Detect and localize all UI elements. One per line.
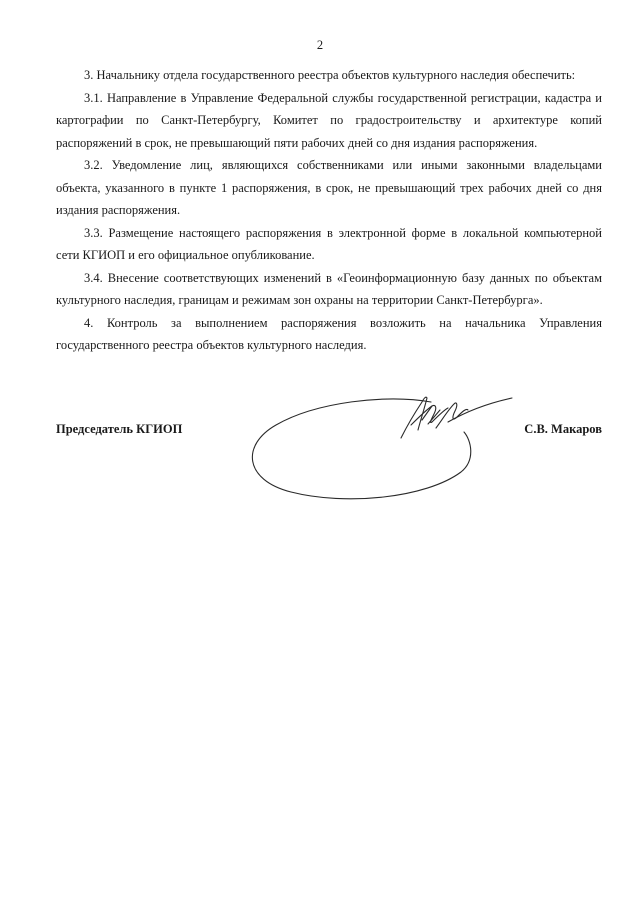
- paragraph-3-2: 3.2. Уведомление лиц, являющихся собственниками или иными законными владельцами объекта, указанного в пункте 1 распоряжения, в срок, не превышающий трех рабочих дней со дня издания распоряжения.: [56, 158, 602, 217]
- signer-title: Председатель КГИОП: [56, 422, 183, 436]
- paragraph-3-3: 3.3. Размещение настоящего распоряжения в электронной форме в локальной компьютерной сети КГИОП и его официальное опубликование.: [56, 225, 602, 262]
- paragraph-3: 3. Начальнику отдела государственного реестра объектов культурного наследия обеспечить:: [84, 68, 576, 82]
- page-number: 2: [316, 38, 324, 52]
- signer-name: С.В. Макаров: [524, 422, 602, 436]
- handwritten-signature: [236, 380, 556, 505]
- paragraph-4: 4. Контроль за выполнением распоряжения возложить на начальника Управления государственного реестра объектов культурного наследия.: [56, 315, 602, 352]
- document-body: [56, 64, 602, 357]
- paragraph-3-4: 3.4. Внесение соответствующих изменений в «Геоинформационную базу данных по объектам культурного наследия, границам и режимам зон охраны на территории Санкт-Петербурга».: [56, 270, 602, 307]
- signature-block: [56, 380, 602, 510]
- paragraph-3-1: 3.1. Направление в Управление Федеральной службы государственной регистрации, кадастра и картографии по Санкт-Петербургу, Комитет по градостроительству и архитектуре копий распоряжений в срок, не превышающий пяти рабочих дней со дня издания распоряжения.: [56, 90, 602, 150]
